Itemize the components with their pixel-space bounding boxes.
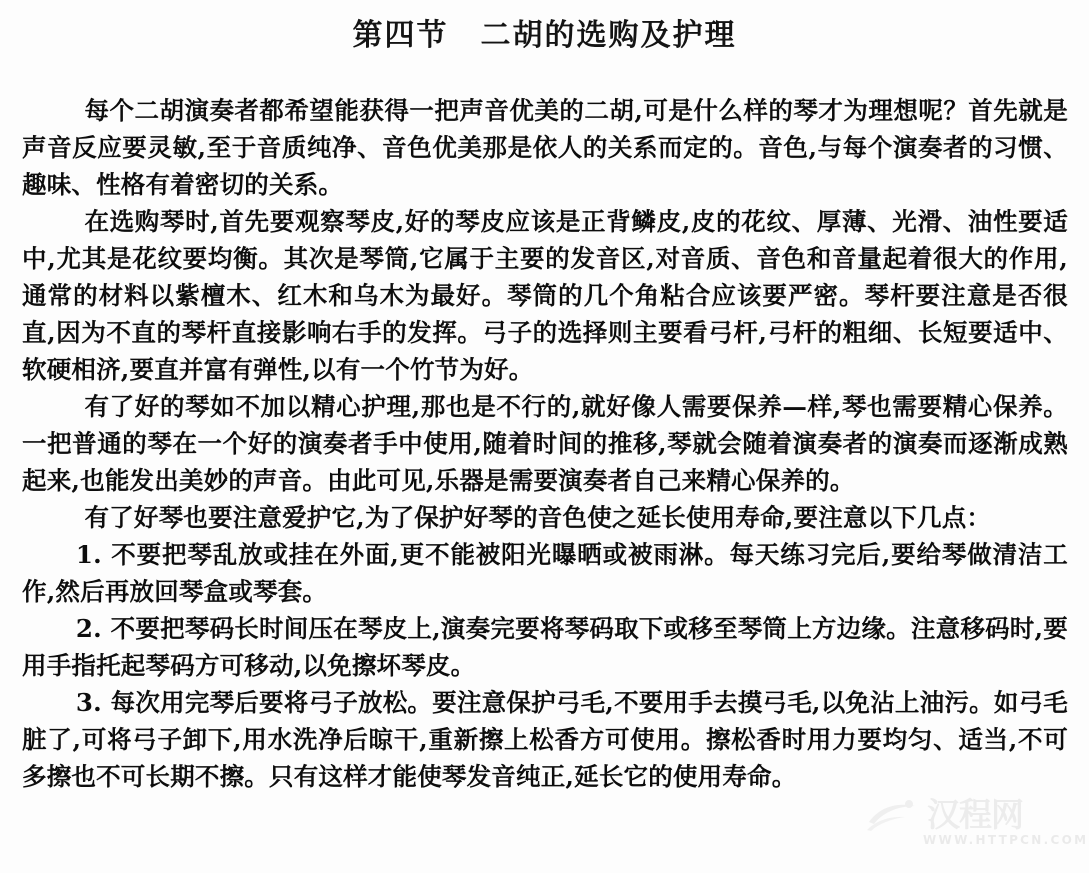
watermark bbox=[865, 795, 1089, 857]
page-title: 第四节 二胡的选购及护理 bbox=[352, 18, 737, 53]
paragraph-1: 每个二胡演奏者都希望能获得一把声音优美的二胡,可是什么样的琴才为理想呢？首先就是声音反应要灵敏,至于音质纯净、音色优美那是依人的关系而定的。音色,与每个演奏者的习惯、趣味、性格有着密切的关系。 bbox=[22, 96, 1068, 199]
watermark-row bbox=[865, 795, 1075, 835]
watermark-url: WWW.HTTPCN.COM bbox=[923, 833, 1089, 847]
paragraph-2: 在选购琴时,首先要观察琴皮,好的琴皮应该是正背鳞皮,皮的花纹、厚薄、光滑、油性要适中,尤其是花纹要均衡。其次是琴筒,它属于主要的发音区,对音质、音色和音量起着很大的作用,通常的材料以紫檀木、红木和乌木为最好。琴筒的几个角粘合应该要严密。琴杆要注意是否很直,因为不直的琴杆直接影响右手的发挥。弓子的选择则主要看弓杆,弓杆的粗细、长短要适中、软硬相济,要直并富有弹性,以有一个竹节为好。 bbox=[22, 207, 1068, 384]
paragraph-3: 有了好的琴如不加以精心护理,那也是不行的,就好像人需要保养—样,琴也需要精心保养。一把普通的琴在一个好的演奏者手中使用,随着时间的推移,琴就会随着演奏者的演奏而逐渐成熟起来,也能发出美妙的声音。由此可见,乐器是需要演奏者自己来精心保养的。 bbox=[22, 392, 1068, 495]
swoosh-icon bbox=[865, 796, 921, 834]
list-item-1: 1. 不要把琴乱放或挂在外面,更不能被阳光曝晒或被雨淋。每天练习完后,要给琴做清洁工作,然后再放回琴盒或琴套。 bbox=[22, 540, 1068, 606]
document-body bbox=[22, 92, 1068, 795]
watermark-brand: 汉程网 bbox=[927, 795, 1023, 834]
paragraph-4: 有了好琴也要注意爱护它,为了保护好琴的音色使之延长使用寿命,要注意以下几点： bbox=[84, 503, 992, 532]
list-item-2: 2. 不要把琴码长时间压在琴皮上,演奏完要将琴码取下或移至琴筒上方边缘。注意移码时,要用手指托起琴码方可移动,以免擦坏琴皮。 bbox=[22, 614, 1068, 680]
list-item-3: 3. 每次用完琴后要将弓子放松。要注意保护弓毛,不要用手去摸弓毛,以免沾上油污。如弓毛脏了,可将弓子卸下,用水洗净后晾干,重新擦上松香方可使用。擦松香时用力要均匀、适当,不可多擦也不可长期不擦。只有这样才能使琴发音纯正,延长它的使用寿命。 bbox=[22, 688, 1068, 791]
